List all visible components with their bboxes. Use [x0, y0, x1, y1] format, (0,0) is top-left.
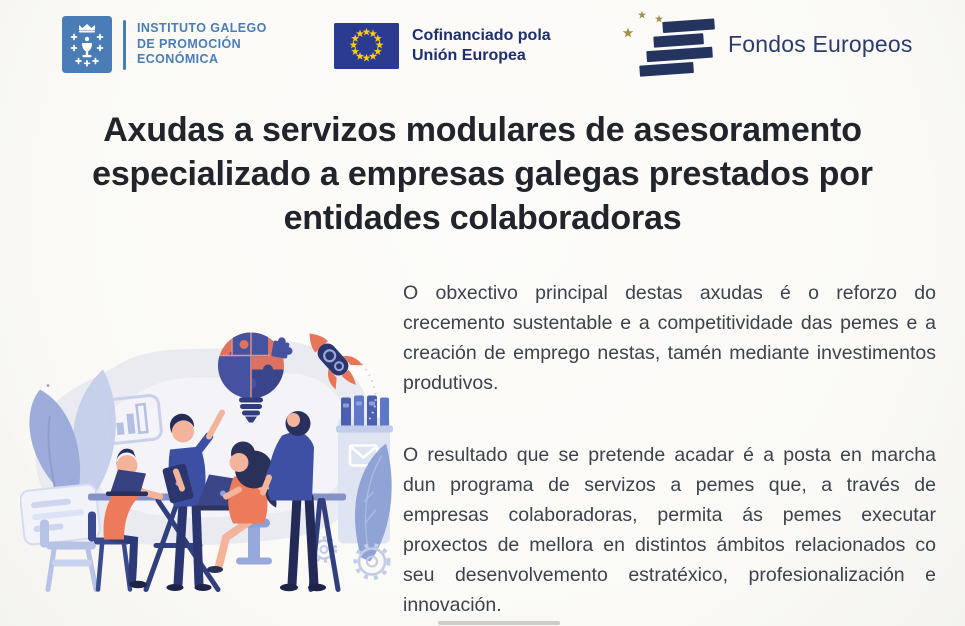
paragraph-objective: O obxectivo principal destas axudas é o reforzo do crecemento sustentable e a competitividade das pemes e a creación de emprego nestas, tamén mediante investimentos produtivos. — [403, 282, 936, 394]
body-text — [403, 278, 936, 620]
fondos-europeos-icon — [618, 6, 718, 82]
igape-line-1: INSTITUTO GALEGO — [137, 21, 267, 36]
eu-line-1: Cofinanciado pola — [412, 27, 551, 44]
page-title — [32, 108, 933, 240]
fondos-europeos-logo — [618, 6, 913, 82]
paragraph-result: O resultado que se pretende acadar é a posta en marcha dun programa de servizos a pemes que, a través de empresas colaboradoras, permita ás pemes executar proxectos de mellora en distintos ámbitos relacionados co seu desenvolvemento estratéxico, profesionalización e innovación. — [403, 444, 936, 616]
igape-logo-text — [137, 21, 267, 68]
eu-flag-icon — [334, 23, 399, 69]
eu-line-2: Unión Europea — [412, 47, 526, 64]
igape-line-2: DE PROMOCIÓN — [137, 36, 242, 51]
igape-logo-divider — [123, 20, 126, 70]
title-line-1: Axudas a servizos modulares de asesoramento — [103, 111, 862, 149]
gears-icon — [313, 538, 389, 578]
igape-emblem-icon — [62, 16, 112, 73]
title-line-2: especializado a empresas galegas prestados por — [92, 155, 873, 193]
scan-artifact-line — [438, 621, 560, 625]
fondos-europeos-label: Fondos Europeos — [728, 30, 913, 57]
team-collaboration-graphic — [20, 297, 400, 596]
eu-cofunding-logo — [334, 23, 551, 69]
team-collaboration-illustration — [20, 297, 400, 596]
igape-line-3: ECONÓMICA — [137, 52, 219, 67]
eu-logo-text — [412, 26, 551, 66]
title-line-3: entidades colaboradoras — [283, 199, 682, 237]
igape-logo — [62, 16, 267, 73]
